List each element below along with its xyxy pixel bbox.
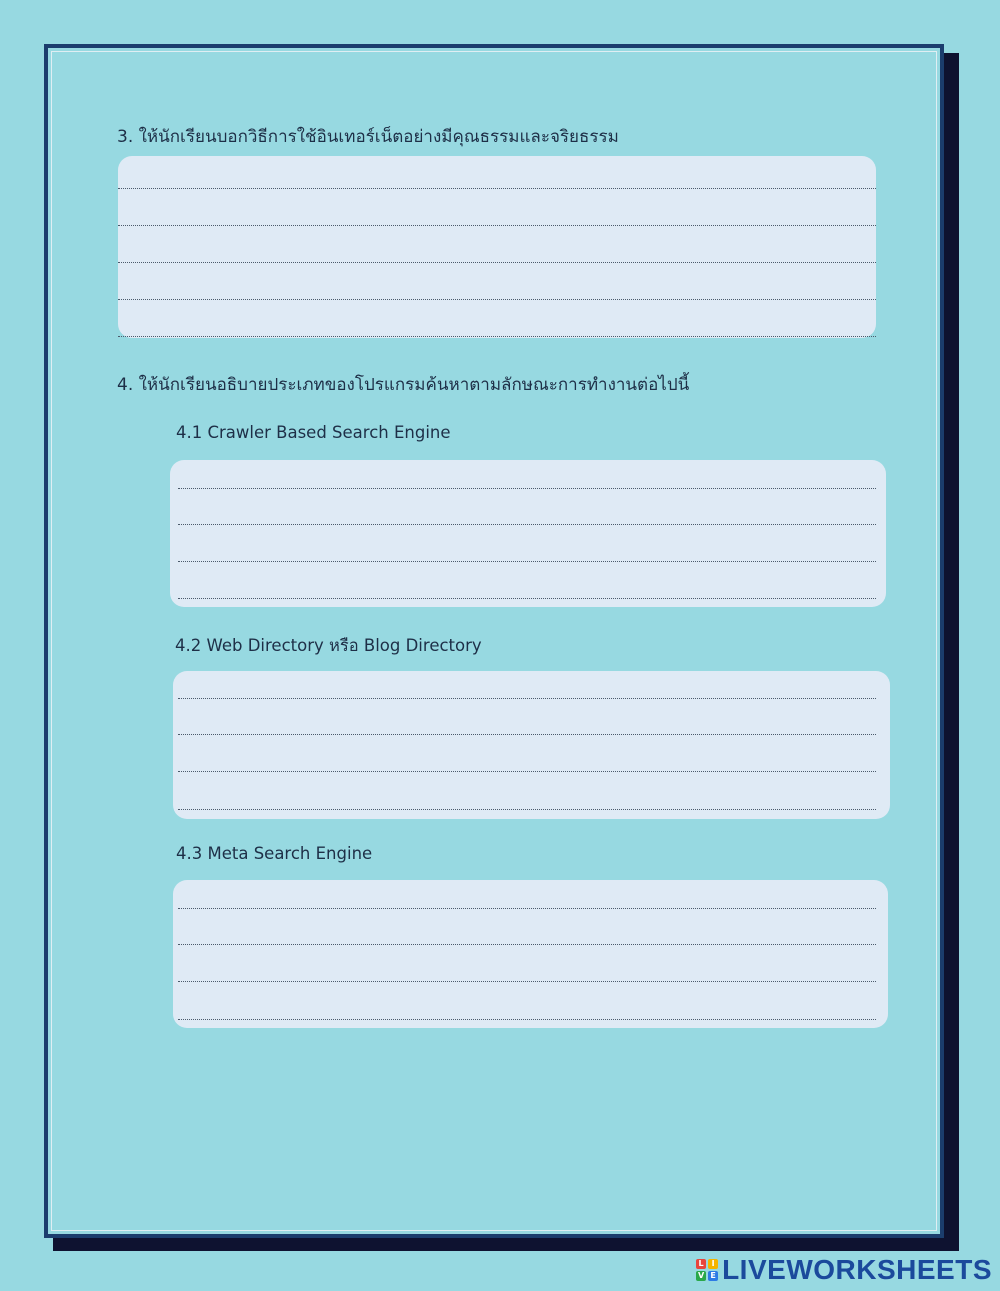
answer-line <box>118 299 876 300</box>
answer-line <box>178 1019 876 1020</box>
liveworksheets-logo-icon <box>696 1259 718 1281</box>
logo-letter: I <box>708 1259 718 1269</box>
question-3-answer-box[interactable] <box>118 156 876 338</box>
logo-letter: V <box>697 1271 705 1280</box>
answer-line <box>178 488 876 489</box>
answer-line <box>178 524 876 525</box>
answer-line <box>178 908 876 909</box>
logo-letter: L <box>696 1259 706 1269</box>
answer-line <box>178 981 876 982</box>
sub-question-4-1-text: 4.1 Crawler Based Search Engine <box>176 423 451 442</box>
answer-line <box>178 698 876 699</box>
answer-line <box>178 771 876 772</box>
watermark-brand: LIVEWORKSHEETS <box>722 1254 992 1285</box>
answer-line <box>178 734 876 735</box>
question-3-text: 3. ให้นักเรียนบอกวิธีการใช้อินเทอร์เน็ตอย่างมีคุณธรรมและจริยธรรม <box>117 127 619 147</box>
answer-line <box>118 188 876 189</box>
logo-letter: E <box>708 1271 718 1281</box>
sub-question-4-2-answer-box[interactable] <box>173 671 890 819</box>
answer-line <box>118 262 876 263</box>
answer-line <box>118 225 876 226</box>
answer-line <box>118 336 876 337</box>
liveworksheets-watermark <box>696 1255 992 1285</box>
sub-question-4-2-text: 4.2 Web Directory หรือ Blog Directory <box>175 636 482 655</box>
sub-question-4-3-text: 4.3 Meta Search Engine <box>176 844 373 863</box>
question-4-text: 4. ให้นักเรียนอธิบายประเภทของโปรแกรมค้นหาตามลักษณะการทำงานต่อไปนี้ <box>117 375 690 395</box>
answer-line <box>178 809 876 810</box>
answer-line <box>178 598 876 599</box>
answer-line <box>178 944 876 945</box>
sub-question-4-1-answer-box[interactable] <box>170 460 886 607</box>
answer-line <box>178 561 876 562</box>
sub-question-4-3-answer-box[interactable] <box>173 880 888 1028</box>
